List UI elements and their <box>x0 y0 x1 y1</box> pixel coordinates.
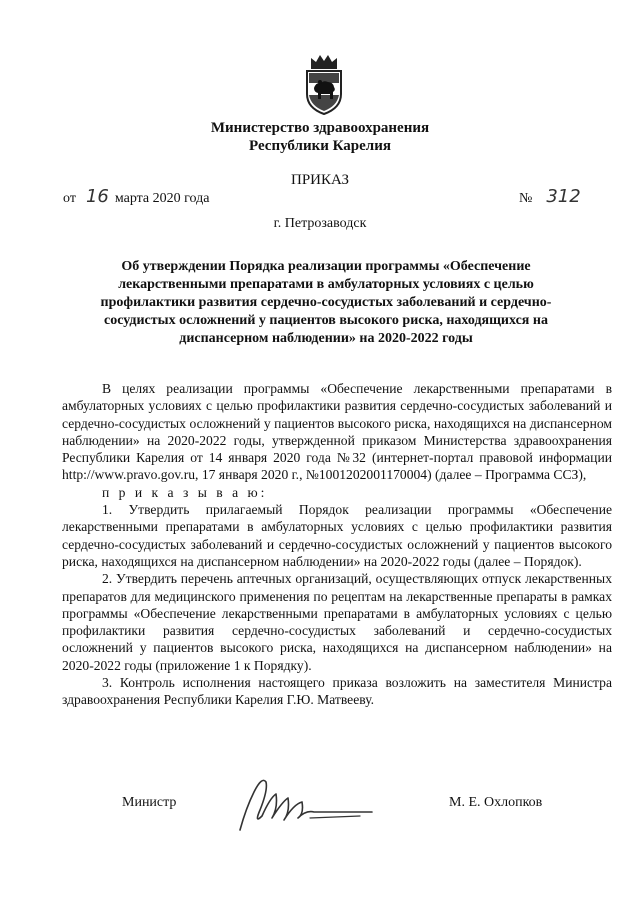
paragraph-order-word: п р и к а з ы в а ю: <box>102 484 268 500</box>
date-rest: марта 2020 года <box>114 191 210 206</box>
city: г. Петрозаводск <box>273 216 367 231</box>
coat-of-arms-icon <box>303 52 345 116</box>
document-heading: Об утверждении Порядка реализации программы «Обеспечение лекарственными препаратами в амбулаторных условиях с целью профилактики развития сердечно-сосудистых заболеваний и сердечно-сосудистых осложнений у пациентов высокого риска, находящихся на диспансерном наблюдении» на 2020-2022 годы <box>100 259 552 346</box>
ministry-name-line2: Республики Карелия <box>249 138 391 154</box>
order-date <box>63 186 209 207</box>
paragraph-item-3: 3. Контроль исполнения настоящего приказа возложить на заместителя Министра здравоохранения Республики Карелия Г.Ю. Матвееву. <box>62 675 612 708</box>
paragraph-item-1: 1. Утвердить прилагаемый Порядок реализации программы «Обеспечение лекарственными препаратами в амбулаторных условиях с целью профилактики развития сердечно-сосудистых заболеваний и сердечно-сосудистых осложнений у пациентов высокого риска, находящихся на диспансерном наблюдении» на 2020-2022 годы (далее – Порядок). <box>62 502 612 569</box>
date-prefix: от <box>63 191 76 206</box>
paragraph-preamble: В целях реализации программы «Обеспечение лекарственными препаратами в амбулаторных условиях с целью профилактики развития сердечно-сосудистых заболеваний и сердечно-сосудистых осложнений у пациентов высокого риска, находящихся на диспансерном наблюдении» на 2020-2022 годы, утвержденной приказом Министерства здравоохранения Республики Карелия от 14 января 2020 года №32 (интернет-портал правовой информации http://www.pravo.gov.ru, 17 января 2020 г., №1001202001170004) (далее – Программа ССЗ), <box>62 381 612 483</box>
signatory-role: Министр <box>122 795 177 810</box>
order-title: ПРИКАЗ <box>291 172 349 188</box>
number-value: 312 <box>546 186 581 207</box>
number-prefix: № <box>519 191 533 206</box>
date-day: 16 <box>85 186 109 207</box>
handwritten-signature-icon <box>232 768 382 838</box>
signatory-name: М. Е. Охлопков <box>449 795 543 810</box>
paragraph-item-2: 2. Утвердить перечень аптечных организаций, осуществляющих отпуск лекарственных препаратов для медицинского применения по рецептам на лекарственные препараты в рамках программы «Обеспечение лекарственными препаратами в амбулаторных условиях с целью профилактики развития сердечно-сосудистых заболеваний и сердечно-сосудистых осложнений у пациентов высокого риска, находящихся на диспансерном наблюдении» на 2020-2022 годы (приложение 1 к Порядку). <box>62 571 612 673</box>
order-number <box>519 186 581 207</box>
document-body <box>62 380 612 709</box>
ministry-name-line1: Министерство здравоохранения <box>210 120 430 136</box>
